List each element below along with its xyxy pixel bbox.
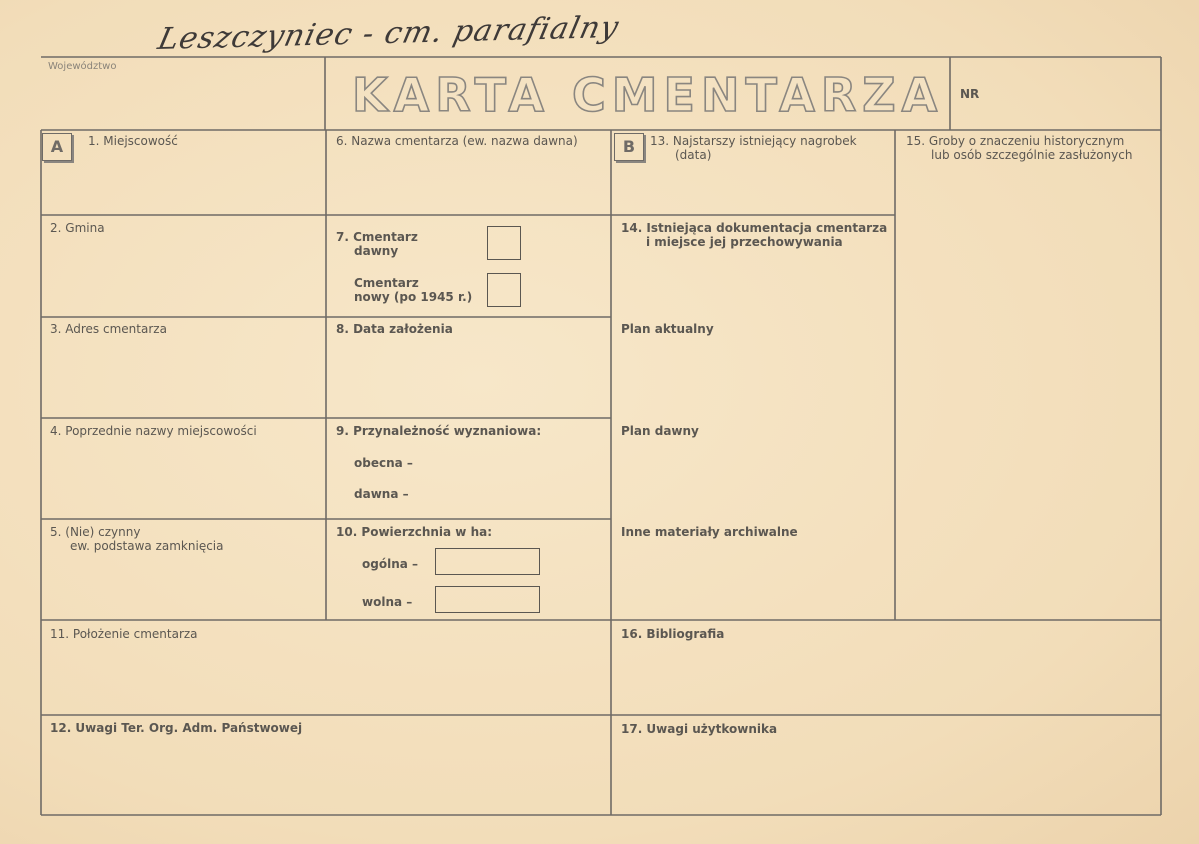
plan-aktualny-label: Plan aktualny xyxy=(621,322,714,336)
field-6-label: 6. Nazwa cmentarza (ew. nazwa dawna) xyxy=(336,134,578,148)
section-b-marker: B xyxy=(614,133,644,161)
field-7-dawny-label-line2: dawny xyxy=(354,244,399,258)
field-9-obecna-label: obecna – xyxy=(354,456,413,470)
field-14-label-line1: 14. Istniejąca dokumentacja cmentarza xyxy=(621,221,888,235)
field-5-label-line2: ew. podstawa zamknięcia xyxy=(70,539,224,553)
handwritten-note: Leszczyniec - cm. parafialny xyxy=(154,10,623,57)
plan-dawny-label: Plan dawny xyxy=(621,424,699,438)
field-10-label: 10. Powierzchnia w ha: xyxy=(336,525,493,539)
card-title: KARTA CMENTARZA xyxy=(352,68,944,122)
field-16-label: 16. Bibliografia xyxy=(621,627,725,641)
field-7-dawny-label-line1: 7. Cmentarz xyxy=(336,230,418,244)
field-4-label: 4. Poprzednie nazwy miejscowości xyxy=(50,424,257,438)
field-12-label: 12. Uwagi Ter. Org. Adm. Państwowej xyxy=(50,721,303,735)
field-10-ogolna-label: ogólna – xyxy=(362,557,419,571)
field-2-label: 2. Gmina xyxy=(50,221,105,235)
nowy-checkbox[interactable] xyxy=(487,273,521,307)
field-17-label: 17. Uwagi użytkownika xyxy=(621,722,778,736)
field-14-label-line2: i miejsce jej przechowywania xyxy=(646,235,843,249)
wolna-area-field[interactable] xyxy=(435,586,540,613)
field-9-dawna-label: dawna – xyxy=(354,487,409,501)
field-7-nowy-label-line2: nowy (po 1945 r.) xyxy=(354,290,473,304)
field-3-label: 3. Adres cmentarza xyxy=(50,322,167,336)
dawny-checkbox[interactable] xyxy=(487,226,521,260)
field-7-nowy-label-line1: Cmentarz xyxy=(354,276,419,290)
field-15-label-line1: 15. Groby o znaczeniu historycznym xyxy=(906,134,1125,148)
section-a-marker: A xyxy=(42,133,72,161)
field-15-label-line2: lub osób szczególnie zasłużonych xyxy=(931,148,1133,162)
nr-label: NR xyxy=(960,87,980,101)
nr-field[interactable] xyxy=(990,60,1158,126)
ogolna-area-field[interactable] xyxy=(435,548,540,575)
field-10-wolna-label: wolna – xyxy=(362,595,413,609)
field-1-label: 1. Miejscowość xyxy=(88,134,178,148)
field-13-label-line1: 13. Najstarszy istniejący nagrobek xyxy=(650,134,857,148)
field-5-label-line1: 5. (Nie) czynny xyxy=(50,525,141,539)
field-8-label: 8. Data założenia xyxy=(336,322,453,336)
field-9-label: 9. Przynależność wyznaniowa: xyxy=(336,424,542,438)
field-13-label-line2: (data) xyxy=(675,148,712,162)
inne-materialy-label: Inne materiały archiwalne xyxy=(621,525,798,539)
wojewodztwo-label: Województwo xyxy=(48,61,117,72)
field-11-label: 11. Położenie cmentarza xyxy=(50,627,198,641)
